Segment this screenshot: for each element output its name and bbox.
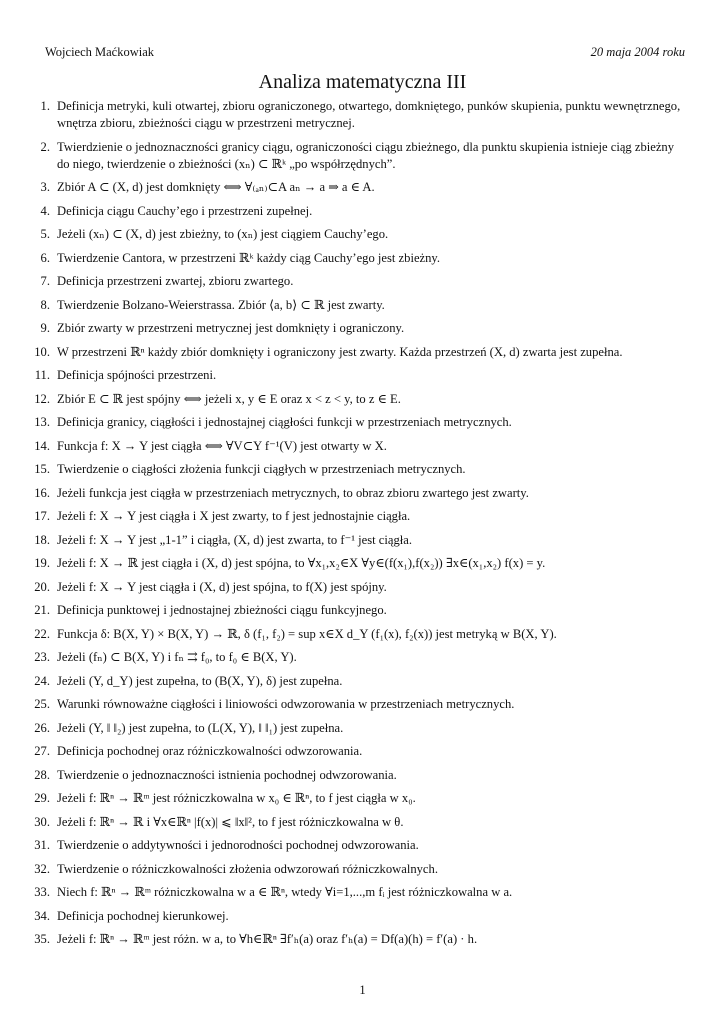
item-text: Funkcja δ: B(X, Y) × B(X, Y) → ℝ, δ (f₁, f₂) = sup x∈X d_Y (f₁(x), f₂(x)) jest metryką w B(X, Y).: [57, 626, 557, 641]
item-text: Jeżeli f: X → Y jest „1-1” i ciągła, (X, d) jest zwarta, to f⁻¹ jest ciągła.: [57, 532, 412, 547]
list-item: [40, 297, 685, 314]
item-number: 5.: [40, 227, 50, 241]
list-item: [34, 908, 685, 925]
item-number: 1.: [40, 99, 50, 113]
item-number: 28.: [34, 767, 50, 782]
item-number: 22.: [34, 626, 50, 641]
item-text: Definicja metryki, kuli otwartej, zbioru ograniczonego, otwartego, domkniętego, punków skupienia, punktu wewnętrznego, wnętrza zbioru, zbieżności ciągu w przestrzeni metrycznej.: [57, 99, 681, 130]
item-text: Jeżeli f: X → Y jest ciągła i X jest zwarty, to f jest jednostajnie ciągła.: [57, 509, 411, 523]
item-number: 35.: [34, 932, 50, 946]
list-item: [34, 790, 685, 807]
item-number: 7.: [40, 274, 50, 288]
item-number: 13.: [34, 415, 50, 429]
item-number: 4.: [40, 203, 50, 218]
item-number: 16.: [34, 485, 50, 500]
list-item: [40, 250, 685, 267]
item-text: Twierdzenie o ciągłości złożenia funkcji ciągłych w przestrzeniach metrycznych.: [57, 462, 466, 476]
list-item: [34, 837, 685, 854]
item-text: Definicja pochodnej oraz różniczkowalności odwzorowania.: [57, 744, 363, 758]
list-item: [34, 508, 685, 525]
list-item: [34, 884, 685, 901]
item-number: 33.: [34, 885, 50, 899]
item-text: Twierdzenie o różniczkowalności złożenia odwzorowań różniczkowalnych.: [57, 861, 438, 876]
list-item: [34, 579, 685, 596]
list-item: [40, 273, 685, 290]
item-text: Definicja spójności przestrzeni.: [57, 368, 217, 382]
list-item: [34, 931, 685, 948]
item-number: 19.: [34, 556, 50, 570]
item-number: 29.: [34, 791, 50, 805]
item-text: Jeżeli (Y, d_Y) jest zupełna, to (B(X, Y), δ) jest zupełna.: [57, 673, 343, 688]
item-text: Jeżeli f: ℝⁿ → ℝᵐ jest różn. w a, to ∀h∈ℝⁿ ∃f′ₕ(a) oraz f′ₕ(a) = Df(a)(h) = f′(a) · h.: [57, 932, 478, 946]
item-text: Twierdzenie Bolzano-Weierstrassa. Zbiór ⟨a, b⟩ ⊂ ℝ jest zwarty.: [57, 297, 385, 312]
item-number: 30.: [34, 814, 50, 829]
item-text: Definicja granicy, ciągłości i jednostajnej ciągłości funkcji w przestrzeniach metrycznych.: [57, 415, 512, 429]
list-item: [34, 367, 685, 384]
item-number: 24.: [34, 673, 50, 688]
item-text: Twierdzenie o addytywności i jednorodności pochodnej odwzorowania.: [57, 838, 419, 852]
item-text: Jeżeli f: X → Y jest ciągła i (X, d) jest spójna, to f(X) jest spójny.: [57, 579, 387, 594]
list-item: [34, 485, 685, 502]
page-number: 1: [359, 983, 366, 997]
list-item: [34, 861, 685, 878]
list-item: [40, 320, 685, 337]
item-number: 6.: [40, 250, 50, 265]
document-date: 20 maja 2004 roku: [590, 45, 685, 59]
list-item: [40, 98, 685, 132]
item-text: Niech f: ℝⁿ → ℝᵐ różniczkowalna w a ∈ ℝⁿ, wtedy ∀i=1,...,m fᵢ jest różniczkowalna w a.: [57, 885, 513, 899]
item-text: Definicja przestrzeni zwartej, zbioru zwartego.: [57, 274, 294, 288]
item-number: 34.: [34, 908, 50, 923]
list-item: [34, 626, 685, 643]
list-item: [34, 720, 685, 737]
item-number: 18.: [34, 532, 50, 547]
list-item: [34, 555, 685, 572]
item-number: 26.: [34, 720, 50, 735]
item-number: 17.: [34, 509, 50, 523]
item-number: 21.: [34, 603, 50, 617]
list-item: [34, 602, 685, 619]
list-item: [34, 391, 685, 408]
item-text: W przestrzeni ℝⁿ każdy zbiór domknięty i ograniczony jest zwarty. Każda przestrzeń (X, d) zwarta jest zupełna.: [57, 344, 623, 359]
item-number: 23.: [34, 650, 50, 664]
list-item: [40, 226, 685, 243]
list-item: [34, 673, 685, 690]
item-text: Jeżeli f: ℝⁿ → ℝᵐ jest różniczkowalna w x₀ ∈ ℝⁿ, to f jest ciągła w x₀.: [57, 791, 416, 805]
item-number: 11.: [34, 368, 50, 382]
item-text: Warunki równoważne ciągłości i liniowości odwzorowania w przestrzeniach metrycznych.: [57, 697, 515, 711]
item-text: Definicja punktowej i jednostajnej zbieżności ciągu funkcyjnego.: [57, 603, 387, 617]
item-text: Jeżeli funkcja jest ciągła w przestrzeniach metrycznych, to obraz zbioru zwartego jest zwarty.: [57, 485, 529, 500]
topic-list: [0, 98, 725, 955]
item-text: Jeżeli (fₙ) ⊂ B(X, Y) i fₙ ⇉ f₀, to f₀ ∈ B(X, Y).: [57, 650, 297, 664]
item-text: Zbiór zwarty w przestrzeni metrycznej jest domknięty i ograniczony.: [57, 321, 405, 335]
item-number: 25.: [34, 697, 50, 711]
item-number: 10.: [34, 344, 50, 359]
list-item: [34, 767, 685, 784]
item-text: Definicja ciągu Cauchy’ego i przestrzeni zupełnej.: [57, 203, 313, 218]
item-number: 27.: [34, 744, 50, 758]
item-number: 15.: [34, 462, 50, 476]
list-item: [34, 814, 685, 831]
item-text: Twierdzienie o jednoznaczności granicy ciągu, ograniczoności ciągu zbieżnego, dla punktu skupienia istnieje ciąg zbieżny do niego, twierdzenie o zbieżności (xₙ) ⊂ ℝᵏ „po współrzędnych”.: [57, 139, 675, 171]
item-number: 8.: [40, 297, 50, 312]
list-item: [40, 203, 685, 220]
item-text: Funkcja f: X → Y jest ciągła ⟺ ∀V⊂Y f⁻¹(V) jest otwarty w X.: [57, 438, 387, 453]
item-number: 12.: [34, 391, 50, 406]
list-item: [34, 696, 685, 713]
item-text: Twierdzenie o jednoznaczności istnienia pochodnej odwzorowania.: [57, 767, 397, 782]
item-number: 31.: [34, 838, 50, 852]
item-text: Jeżeli f: X → ℝ jest ciągła i (X, d) jest spójna, to ∀x₁,x₂∈X ∀y∈(f(x₁),f(x₂)) ∃x∈(x₁,x₂) f(x) = y.: [57, 556, 546, 570]
item-number: 14.: [34, 438, 50, 453]
item-text: Jeżeli (Y, ‖ ‖₂) jest zupełna, to (L(X, Y), ‖ ‖₁) jest zupełna.: [57, 720, 344, 735]
list-item: [40, 139, 685, 173]
list-item: [34, 344, 685, 361]
list-item: [40, 179, 685, 196]
item-text: Twierdzenie Cantora, w przestrzeni ℝᵏ każdy ciąg Cauchy’ego jest zbieżny.: [57, 250, 441, 265]
item-number: 9.: [40, 321, 50, 335]
item-number: 20.: [34, 579, 50, 594]
list-item: [34, 414, 685, 431]
item-text: Zbiór A ⊂ (X, d) jest domknięty ⟺ ∀₍ₐₙ₎⊂A aₙ → a ⇒ a ∈ A.: [57, 180, 375, 194]
item-text: Zbiór E ⊂ ℝ jest spójny ⟺ jeżeli x, y ∈ E oraz x < z < y, to z ∈ E.: [57, 391, 401, 406]
item-text: Jeżeli f: ℝⁿ → ℝ i ∀x∈ℝⁿ |f(x)| ⩽ ‖x‖², to f jest różniczkowalna w θ.: [57, 814, 404, 829]
item-text: Jeżeli (xₙ) ⊂ (X, d) jest zbieżny, to (xₙ) jest ciągiem Cauchy’ego.: [57, 227, 389, 241]
item-text: Definicja pochodnej kierunkowej.: [57, 908, 229, 923]
item-number: 2.: [40, 139, 50, 154]
list-item: [34, 743, 685, 760]
item-number: 3.: [40, 180, 50, 194]
list-item: [34, 532, 685, 549]
page-title: Analiza matematyczna III: [258, 71, 467, 93]
item-number: 32.: [34, 861, 50, 876]
list-item: [34, 438, 685, 455]
list-item: [34, 649, 685, 666]
author-name: Wojciech Maćkowiak: [45, 45, 155, 59]
list-item: [34, 461, 685, 478]
